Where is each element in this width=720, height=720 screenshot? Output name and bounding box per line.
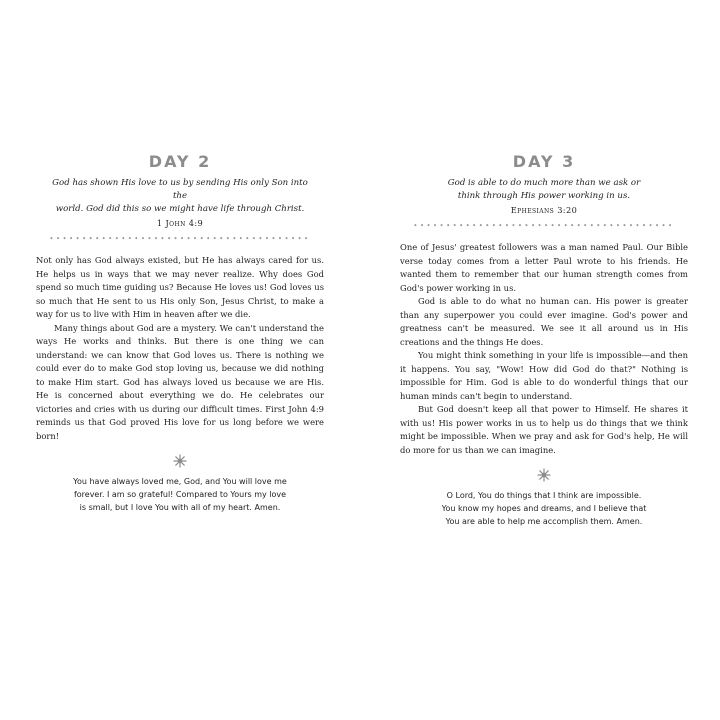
verse-line: world. God did this so we might have life through Christ.	[55, 204, 305, 214]
paragraph: But God doesn't keep all that power to Himself. He shares it with us! His power works in us to help us do things that we think might be impossible. When we pray and ask for God's help, He will do more for us than we can imagine.	[400, 404, 688, 455]
prayer-line: is small, but I love You with all of my heart. Amen.	[79, 503, 281, 512]
prayer	[36, 475, 324, 514]
page-day-2	[36, 152, 324, 514]
devotional-body	[36, 254, 324, 443]
prayer-line: You have always loved me, God, and You will love me	[73, 477, 287, 486]
page-day-3	[400, 152, 688, 528]
verse-line: God has shown His love to us by sending His only Son into the	[52, 178, 308, 201]
prayer-line: You are able to help me accomplish them. Amen.	[445, 517, 643, 526]
verse	[36, 177, 324, 216]
paragraph: Not only has God always existed, but He has always cared for us. He helps us in ways that we may never realize. Why does God spend so much time guiding us? Because He loves us! God loves us so much that He sent to us His only Son, Jesus Christ, to make a way for us to live with Him in heaven after we die.	[36, 255, 324, 319]
verse-line: think through His power working in us.	[457, 191, 631, 201]
verse-line: God is able to do much more than we ask or	[447, 178, 641, 188]
verse-reference: 1 John 4:9	[156, 218, 204, 228]
prayer	[400, 489, 688, 528]
prayer-line: forever. I am so grateful! Compared to Yours my love	[73, 490, 287, 499]
starburst-ornament-icon	[36, 453, 324, 467]
day-title: DAY 2	[148, 152, 212, 171]
paragraph: Many things about God are a mystery. We can't understand the ways He works and thinks. But there is one thing we can understand: we can know that God loves us. There is nothing we could ever do to make God stop loving us, because we did nothing to make Him start. God has always loved us because we are His. He is concerned about everything we do. He celebrates our victories and cries with us during our difficult times. First John 4:9 reminds us that God proved His love for us long before we were born!	[36, 322, 324, 441]
starburst-ornament-icon	[400, 467, 688, 481]
prayer-line: O Lord, You do things that I think are impossible.	[446, 491, 642, 500]
devotional-body	[400, 241, 688, 457]
verse-reference: Ephesians 3:20	[510, 205, 578, 215]
dotted-divider: ••••••••••••••••••••••••••••••••••••••••	[49, 235, 311, 243]
verse	[400, 177, 688, 203]
paragraph: You might think something in your life is impossible—and then it happens. You say, "Wow! How did God do that?" Nothing is impossible for Him. God is able to do wonderful things that our human minds can't begin to understand.	[400, 350, 688, 401]
dotted-divider: ••••••••••••••••••••••••••••••••••••••••	[413, 222, 675, 230]
prayer-line: You know my hopes and dreams, and I believe that	[441, 504, 647, 513]
paragraph: God is able to do what no human can. His power is greater than any superpower you could ever imagine. God's power and greatness can't be measured. We see it all around us in His creations and the things He does.	[400, 296, 688, 347]
paragraph: One of Jesus' greatest followers was a man named Paul. Our Bible verse today comes from a letter Paul wrote to his friends. He wanted them to remember that our human strength comes from God's power working in us.	[400, 242, 688, 293]
day-title: DAY 3	[512, 152, 576, 171]
